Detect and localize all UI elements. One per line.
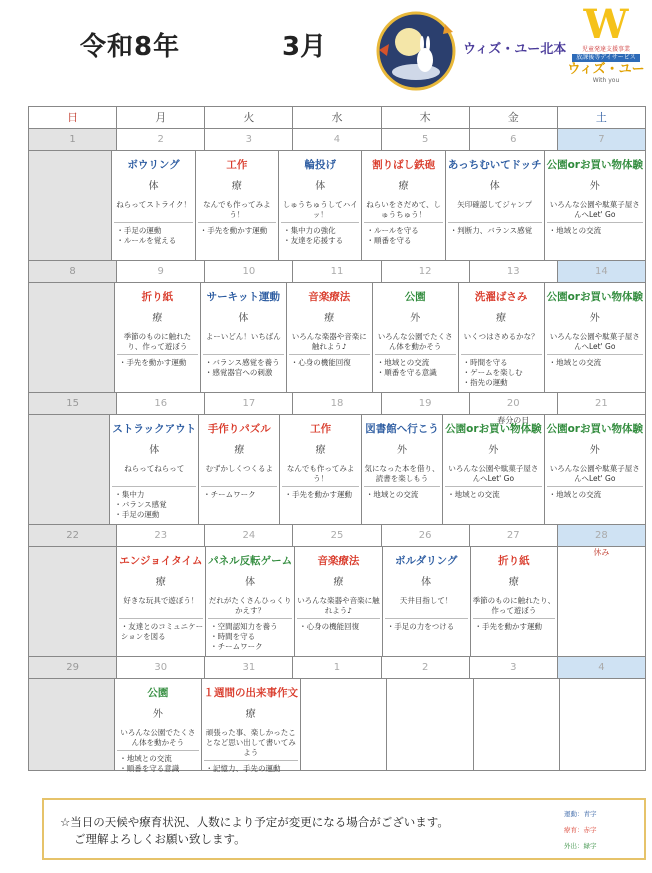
date-number: 31 <box>242 662 256 673</box>
activity-goals <box>198 226 276 236</box>
activity-description: 季節のものに触れたり、作って遊ぼう <box>117 332 198 355</box>
date-row <box>29 657 646 679</box>
activity-title: 工作 <box>226 159 248 171</box>
activity-category: 療 <box>315 445 326 456</box>
activity-cell <box>29 679 115 771</box>
activity-title: 図書館へ行こう <box>365 423 439 435</box>
date-cell <box>293 261 381 283</box>
activity-goals <box>117 754 198 774</box>
weekday-sun: 日 <box>29 107 117 129</box>
activity-cell <box>110 415 199 525</box>
activity-category: 療 <box>496 313 507 324</box>
activity-goals <box>281 226 359 246</box>
activity-description: 矢印確認してジャンプ <box>448 200 542 223</box>
date-number: 24 <box>242 530 256 541</box>
activity-goal: ・空間認知力を養う <box>210 622 278 631</box>
activity-category: 外 <box>397 445 407 456</box>
activity-cell <box>446 151 545 261</box>
activity-cell <box>196 151 279 261</box>
activity-description: しゅうちゅうしてハイッ！ <box>281 200 359 223</box>
activity-goals <box>114 226 192 246</box>
activity-title: 公園orお買い物体験 <box>546 423 643 435</box>
date-cell <box>470 393 558 425</box>
date-cell <box>29 393 117 415</box>
activity-cell <box>29 283 115 393</box>
activity-title: 公園 <box>147 687 169 699</box>
activity-category: 体 <box>315 181 326 192</box>
date-cell <box>117 525 205 547</box>
activity-goal: ・順番を守る <box>366 236 412 245</box>
activity-goals <box>547 226 643 236</box>
date-cell <box>558 129 646 151</box>
date-number: 4 <box>333 134 341 145</box>
activity-goals <box>282 490 358 500</box>
activity-cell <box>117 547 206 657</box>
date-number: 15 <box>66 398 79 409</box>
activity-title: ボルダリング <box>394 555 458 567</box>
site-name: ウィズ・ユー北本 <box>463 42 567 57</box>
activity-row <box>29 283 646 393</box>
activity-cell <box>29 151 112 261</box>
weekday-sat: 土 <box>558 107 646 129</box>
activity-title: 音楽療法 <box>317 555 360 567</box>
activity-goal: ・チームワーク <box>210 642 263 651</box>
date-number: 14 <box>595 266 608 277</box>
date-number: 19 <box>418 398 432 409</box>
date-cell <box>293 393 381 415</box>
year-label: 令和8年 <box>80 32 181 62</box>
date-cell <box>293 129 381 151</box>
date-number: 11 <box>330 266 344 277</box>
color-legend <box>564 806 597 854</box>
activity-description: いろんな公園や駄菓子屋さんへLet' Go <box>547 464 643 487</box>
activity-goal: ・手先を動かす運動 <box>199 226 268 235</box>
date-cell <box>117 261 205 283</box>
activity-title: 手作りパズル <box>207 423 271 435</box>
date-cell <box>558 261 646 283</box>
date-number: 10 <box>242 266 256 277</box>
brand-w-icon: W <box>583 1 629 48</box>
legend-outing: 外出：緑字 <box>564 842 597 850</box>
legend-exercise: 運動：青字 <box>564 810 597 818</box>
activity-description: よーいどん！いちばん <box>203 332 284 355</box>
activity-category: 療 <box>234 445 245 456</box>
activity-goal: ・手先を動かす運動 <box>474 622 543 631</box>
date-cell <box>558 393 646 415</box>
activity-category: 体 <box>245 577 256 588</box>
activity-description: ねらってストライク！ <box>114 200 192 223</box>
activity-cell <box>362 151 445 261</box>
brand-sub: With you <box>592 77 620 84</box>
date-number: 2 <box>157 134 164 145</box>
activity-goal: ・地域との交流 <box>548 490 602 499</box>
activity-cell <box>558 547 646 657</box>
header <box>0 0 652 100</box>
activity-goals <box>297 622 380 632</box>
activity-goal: ・手先を動かす運動 <box>284 490 352 499</box>
activity-goal: ・感覚器官への刺激 <box>204 368 273 377</box>
date-number: 13 <box>506 266 520 277</box>
date-number: 18 <box>330 398 344 409</box>
activity-goal: ・地域との交流 <box>365 490 419 499</box>
activity-title: 音楽療法 <box>308 291 351 303</box>
activity-cell <box>560 679 646 771</box>
date-cell <box>382 393 470 415</box>
date-cell <box>293 525 381 547</box>
activity-goals <box>112 490 196 520</box>
activity-description: いろんな公園や駄菓子屋さんへLet' Go <box>547 200 643 223</box>
activity-cell <box>443 415 544 525</box>
activity-goal: ・指先の運動 <box>462 378 508 387</box>
date-number: 4 <box>598 662 605 673</box>
activity-goal: ・地域との交流 <box>119 754 172 763</box>
date-cell <box>382 657 470 679</box>
activity-category: 療 <box>245 709 256 720</box>
activity-goals <box>547 358 643 368</box>
activity-goal: ションを図る <box>120 632 166 641</box>
weekday-thu: 木 <box>382 107 470 129</box>
notice-line1: ☆当日の天候や療育状況、人数により予定が変更になる場合がございます。 <box>60 815 449 829</box>
date-row <box>29 129 646 151</box>
activity-category: 外 <box>152 709 163 720</box>
activity-cell <box>545 415 646 525</box>
activity-category: 体 <box>149 445 160 456</box>
date-cell <box>382 129 470 151</box>
activity-goals <box>208 622 292 652</box>
activity-description: 気になった本を借り、読書を楽しもう <box>364 464 440 487</box>
activity-category: 体 <box>148 181 159 192</box>
date-cell <box>470 129 558 151</box>
date-cell <box>470 525 558 547</box>
date-cell <box>205 393 293 415</box>
date-number: 9 <box>157 266 164 277</box>
date-cell <box>29 129 117 151</box>
activity-cell <box>287 283 373 393</box>
date-cell <box>117 657 205 679</box>
date-number: 2 <box>421 662 429 673</box>
activity-cell <box>202 679 302 771</box>
date-number: 27 <box>506 530 520 541</box>
activity-cell <box>206 547 295 657</box>
activity-title: 輪投げ <box>304 159 337 171</box>
activity-goals <box>364 226 442 246</box>
activity-goal: ・地域との交流 <box>548 358 602 367</box>
activity-description: いくつはさめるかな？ <box>461 332 542 355</box>
date-cell <box>558 525 646 557</box>
date-number: 12 <box>418 266 432 277</box>
activity-goal: ・ルールを覚える <box>116 236 177 245</box>
activity-description: なんでも作ってみよう！ <box>282 464 358 487</box>
activity-description: 季節のものに触れたり、作って遊ぼう <box>473 596 556 619</box>
date-number: 22 <box>66 530 79 541</box>
activity-goals <box>117 358 198 368</box>
activity-title: １週間の出来事作文 <box>203 687 298 699</box>
activity-goals <box>203 358 284 378</box>
activity-cell <box>115 679 201 771</box>
activity-description: 頑張った事、楽しかったことなど思い出して書いてみよう <box>204 728 299 761</box>
activity-cell <box>201 283 287 393</box>
activity-title: ストラックアウト <box>112 423 197 435</box>
activity-goal: ・友達とのコミュニケー <box>120 622 204 631</box>
date-number: 16 <box>154 398 168 409</box>
activity-title: 洗濯ばさみ <box>474 291 528 303</box>
activity-title: 割りばし鉄砲 <box>372 159 436 171</box>
activity-goal: ・記憶力、手先の運動 <box>205 764 281 773</box>
activity-description: ねらいをさだめて、しゅうちゅう！ <box>364 200 442 223</box>
activity-title: 公園 <box>404 291 426 303</box>
activity-goal: ・地域との交流 <box>447 490 500 499</box>
activity-goal: ・バランス感覚を養う <box>204 358 280 367</box>
activity-goal: ・手先を動かす運動 <box>118 358 187 367</box>
activity-category: 体 <box>421 577 432 588</box>
activity-goals <box>119 622 203 642</box>
month-label: 3月 <box>282 32 327 62</box>
activity-cell <box>199 415 280 525</box>
date-number: 20 <box>506 398 520 409</box>
activity-title: 公園orお買い物体験 <box>445 423 542 435</box>
activity-description: いろんな公園でたくさん体を動かそう <box>117 728 198 751</box>
footer-notice <box>42 798 646 860</box>
activity-row <box>29 679 646 771</box>
activity-goal: ・手足の運動 <box>116 226 162 235</box>
date-number: 7 <box>598 134 605 145</box>
activity-goal: ・時間を守る <box>210 632 256 641</box>
activity-cell <box>474 679 560 771</box>
activity-goals <box>364 490 440 500</box>
date-cell <box>205 261 293 283</box>
activity-category: 外 <box>589 181 600 192</box>
activity-description: いろんな楽器や音楽に触れよう♪ <box>289 332 370 355</box>
activity-goal: ・心身の機能回復 <box>299 622 360 631</box>
date-cell <box>293 657 381 679</box>
activity-category: 療 <box>333 577 344 588</box>
activity-goals <box>375 358 456 378</box>
brand-logo <box>566 1 646 96</box>
date-cell <box>29 657 117 679</box>
brand-name: ウィズ・ユー <box>567 62 645 77</box>
date-note: 春分の日 <box>497 416 530 425</box>
activity-cell <box>545 151 646 261</box>
calendar-grid <box>28 106 646 771</box>
activity-cell <box>301 679 387 771</box>
date-number: 23 <box>154 530 168 541</box>
activity-cell <box>115 283 201 393</box>
activity-category: 体 <box>489 181 500 192</box>
activity-row <box>29 547 646 657</box>
date-number: 3 <box>510 662 517 673</box>
weekday-header-row <box>29 107 646 129</box>
date-cell <box>29 261 117 283</box>
date-number: 1 <box>333 662 341 673</box>
date-number: 25 <box>330 530 344 541</box>
activity-goals <box>201 490 277 500</box>
activity-goal: ・順番を守る意識 <box>376 368 437 377</box>
moon-logo-icon <box>375 10 457 92</box>
activity-cell <box>295 547 383 657</box>
activity-goal: ・集中力の強化 <box>283 226 336 235</box>
activity-goals <box>289 358 370 368</box>
date-cell <box>558 657 646 679</box>
activity-cell <box>383 547 471 657</box>
date-number: 21 <box>595 398 608 409</box>
activity-goals <box>547 490 643 500</box>
weekday-wed: 水 <box>293 107 381 129</box>
activity-title: パネル反転ゲーム <box>208 555 293 567</box>
activity-goals <box>473 622 556 632</box>
activity-goal: ・チームワーク <box>203 490 256 499</box>
date-cell <box>117 129 205 151</box>
date-cell <box>382 525 470 547</box>
date-row <box>29 525 646 557</box>
activity-goal: ・地域との交流 <box>376 358 430 367</box>
activity-description: いろんな公園でたくさん体を動かそう <box>375 332 456 355</box>
date-number: 28 <box>595 530 608 541</box>
activity-cell <box>362 415 443 525</box>
activity-category: 外 <box>488 445 499 456</box>
activity-cell <box>471 547 559 657</box>
date-number: 30 <box>154 662 168 673</box>
activity-goal: ・バランス感覚 <box>114 500 167 509</box>
activity-title: 公園orお買い物体験 <box>546 291 643 303</box>
date-cell <box>382 261 470 283</box>
activity-category: 外 <box>589 445 600 456</box>
activity-cell <box>112 151 195 261</box>
date-row <box>29 261 646 283</box>
date-cell <box>470 261 558 283</box>
activity-category: 療 <box>152 313 163 324</box>
brand-line1: 児童発達支援事業 <box>581 46 630 53</box>
activity-cell <box>29 547 117 657</box>
activity-title: あっちむいてドッチ <box>447 159 542 171</box>
activity-goal: ・判断力、バランス感覚 <box>449 226 533 235</box>
activity-description: ねらってねらって <box>112 464 196 487</box>
activity-description: いろんな楽器や音楽に触れよう♪ <box>297 596 380 619</box>
legend-therapy: 療育：赤字 <box>564 826 597 834</box>
date-cell <box>117 393 205 415</box>
activity-cell <box>280 415 361 525</box>
activity-row <box>29 415 646 525</box>
date-row <box>29 393 646 425</box>
activity-goal: ・ゲームを楽しむ <box>462 368 523 377</box>
date-number: 5 <box>421 134 429 145</box>
activity-goals <box>204 764 299 774</box>
weekday-mon: 月 <box>117 107 205 129</box>
activity-goals <box>385 622 468 632</box>
date-cell <box>205 657 293 679</box>
activity-title: 折り紙 <box>141 291 174 303</box>
weekday-fri: 金 <box>470 107 558 129</box>
activity-goal: ・心身の機能回復 <box>290 358 351 367</box>
activity-title: ボウリング <box>127 159 180 171</box>
activity-goal: ・手足の運動 <box>114 510 160 519</box>
activity-goal: ・手足の力をつける <box>386 622 455 631</box>
weekday-tue: 火 <box>205 107 293 129</box>
activity-cell <box>459 283 545 393</box>
activity-goal: ・友達を応援する <box>283 236 344 245</box>
activity-category: 療 <box>508 577 519 588</box>
activity-cell <box>279 151 362 261</box>
activity-title: 工作 <box>310 423 332 435</box>
activity-description: なんでも作ってみよう！ <box>198 200 276 223</box>
date-number: 8 <box>69 266 76 277</box>
activity-goal: ・地域との交流 <box>548 226 602 235</box>
activity-title: エンジョイタイム <box>119 555 203 567</box>
date-cell <box>205 525 293 547</box>
activity-description: 好きな玩具で遊ぼう！ <box>119 596 203 619</box>
activity-cell <box>29 415 110 525</box>
activity-category: 外 <box>410 313 421 324</box>
activity-category: 療 <box>231 181 242 192</box>
date-cell <box>205 129 293 151</box>
activity-category: 療 <box>155 577 166 588</box>
date-number: 6 <box>510 134 517 145</box>
activity-goals <box>461 358 542 388</box>
activity-category: 療 <box>324 313 335 324</box>
activity-title: サーキット運動 <box>206 291 280 303</box>
date-note: 休み <box>593 548 610 557</box>
activity-description: いろんな公園や駄菓子屋さんへLet' Go <box>547 332 643 355</box>
date-number: 29 <box>66 662 79 673</box>
activity-goal: ・集中力 <box>114 490 145 499</box>
activity-description: 天井目指して！ <box>385 596 468 619</box>
activity-category: 体 <box>238 313 249 324</box>
activity-description: むずかしくつくるよ <box>201 464 277 487</box>
date-number: 1 <box>69 134 76 145</box>
date-cell <box>470 657 558 679</box>
activity-category: 外 <box>589 313 600 324</box>
activity-cell <box>373 283 459 393</box>
notice-message <box>60 814 449 848</box>
activity-title: 折り紙 <box>498 555 530 567</box>
activity-description: だれがたくさんひっくりかえす？ <box>208 596 292 619</box>
date-number: 17 <box>242 398 256 409</box>
activity-cell <box>545 283 646 393</box>
date-number: 26 <box>418 530 432 541</box>
activity-goal: ・順番を守る意識 <box>119 764 180 773</box>
activity-description: いろんな公園や駄菓子屋さんへLet' Go <box>445 464 541 487</box>
date-cell <box>29 525 117 547</box>
activity-goal: ・時間を守る <box>462 358 508 367</box>
activity-goal: ・ルールを守る <box>366 226 419 235</box>
date-number: 3 <box>245 134 253 145</box>
activity-goals <box>448 226 542 236</box>
notice-line2: ご理解よろしくお願い致します。 <box>74 832 246 846</box>
activity-title: 公園orお買い物体験 <box>546 159 643 171</box>
brand-line2: 放課後等デイサービス <box>572 54 640 62</box>
activity-row <box>29 151 646 261</box>
activity-cell <box>387 679 473 771</box>
activity-category: 療 <box>398 181 409 192</box>
activity-goals <box>445 490 541 500</box>
